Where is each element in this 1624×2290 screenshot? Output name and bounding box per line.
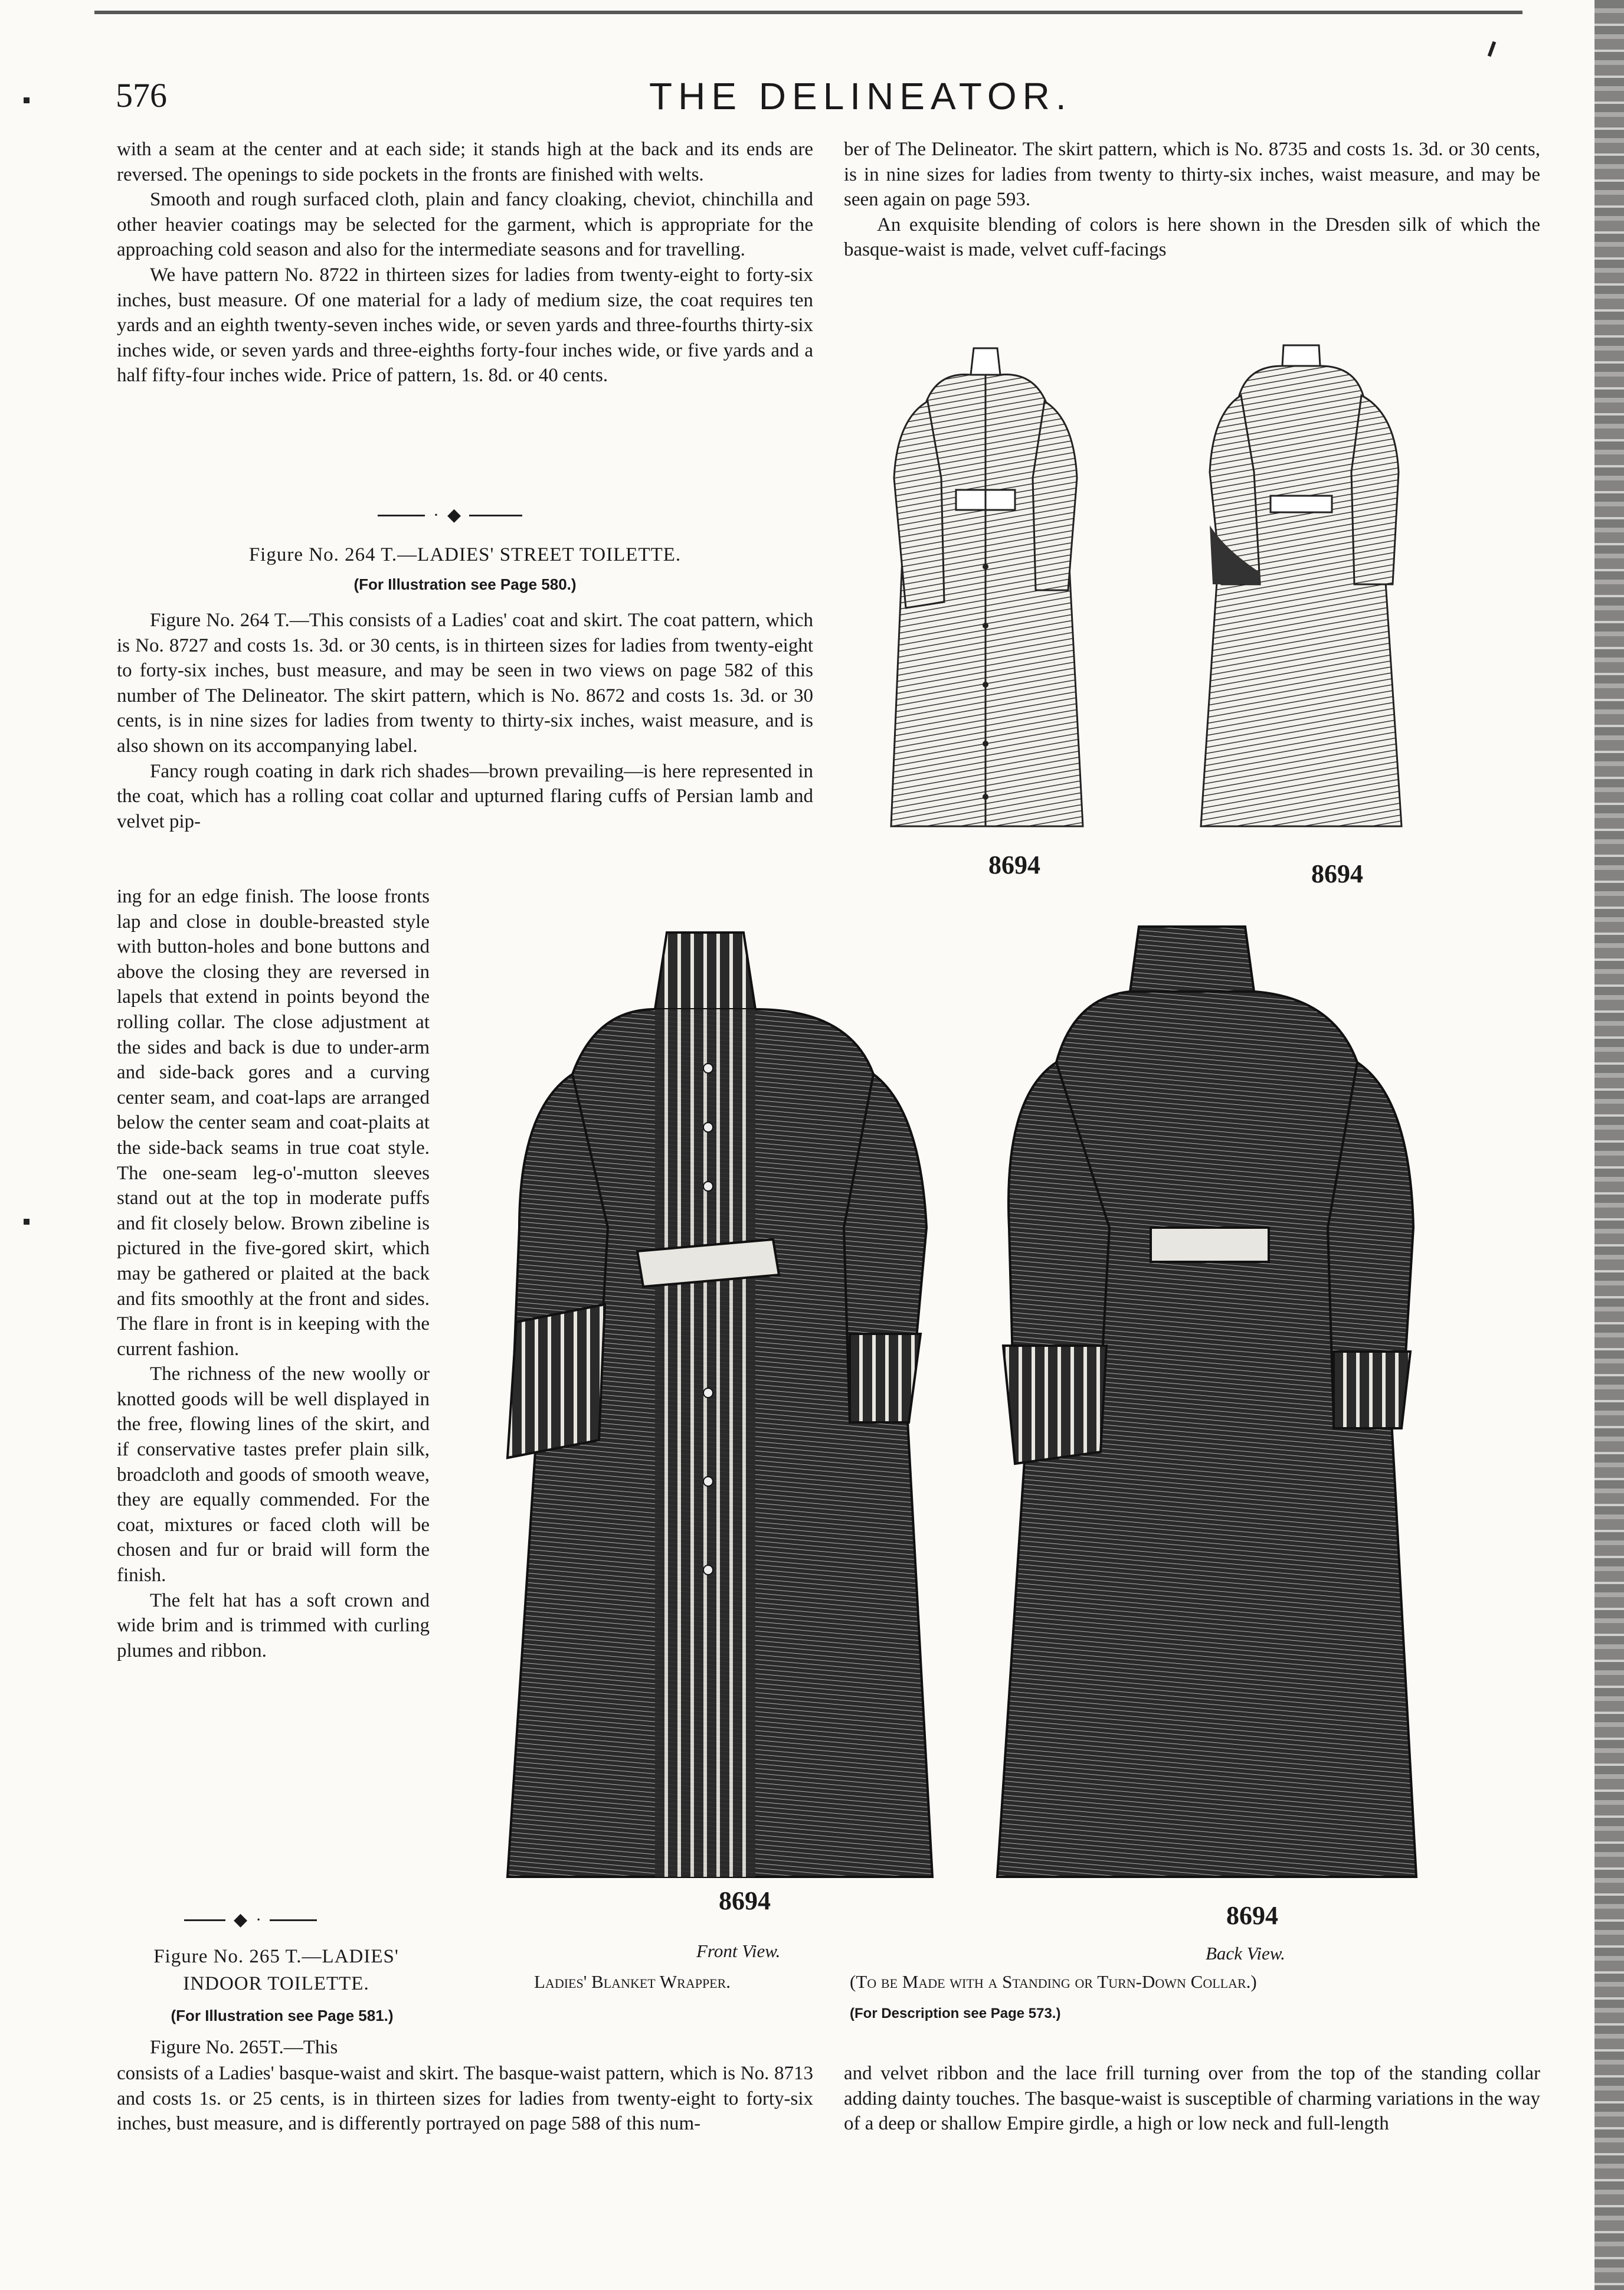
figure-264-text-wide: [117, 608, 813, 834]
paragraph: An exquisite blending of colors is here shown in the Dresden silk of which the basque-waist is made, velvet cuff-facings: [844, 214, 1540, 261]
back-view-caption: Back View.: [1206, 1943, 1285, 1964]
large-back-view-illustration: [980, 921, 1428, 1889]
wrapper-title-caption: Ladies' Blanket Wrapper.: [534, 1971, 731, 1992]
page-number: 576: [116, 76, 167, 114]
right-column-top: [844, 137, 1540, 263]
large-front-view-illustration: [496, 921, 956, 1889]
figure-265-reference: (For Illustration see Page 581.): [171, 2007, 394, 2024]
left-column-intro: [117, 137, 813, 388]
section-divider: · ◆: [378, 506, 522, 524]
description-reference: (For Description see Page 573.): [850, 2006, 1061, 2021]
scan-speck: [24, 1219, 30, 1225]
top-border-rule: [94, 11, 1523, 14]
small-back-view-illustration: [1189, 331, 1413, 838]
figure-number-large-back: 8694: [1226, 1901, 1278, 1930]
small-front-view-illustration: [879, 331, 1092, 838]
scanned-page-edge: [1594, 0, 1624, 2290]
paragraph: The felt hat has a soft crown and wide brim and is trimmed with curling plumes and ribbon.: [117, 1589, 430, 1661]
paragraph: We have pattern No. 8722 in thirteen sizes for ladies from twenty-eight to forty-six inches, bust measure. Of one material for a lady of medium size, the coat requires ten yards and an eighth twenty-seven inches wide, or seven yards and three-fourths thirty-six inches wide, or seven yards and three-eighths forty-four inches wide, or five yards and a half fifty-four inches wide. Price of pattern, 1s. 8d. or 40 cents.: [117, 264, 813, 387]
paragraph: The richness of the new woolly or knotted goods will be well displayed in the free, flowing lines of the skirt, and if conservative tastes prefer plain silk, broadcloth and goods of smooth weave, they are equally commended. For the coat, mixtures or faced cloth will be chosen and fur or braid will form the finish.: [117, 1363, 430, 1586]
figure-number-small-front: 8694: [988, 850, 1040, 879]
scan-speck: [24, 97, 30, 103]
figure-264-reference: (For Illustration see Page 580.): [353, 575, 577, 593]
figure-265-heading: [117, 1943, 436, 1997]
paragraph: ber of The Delineator. The skirt pattern, which is No. 8735 and costs 1s. 3d. or 30 cents, is in nine sizes for ladies from twenty to thirty-six inches, waist measure, and may be seen again on page 593.: [844, 139, 1540, 211]
paragraph: Figure No. 265T.—This: [150, 2037, 338, 2058]
scan-speck: [1488, 41, 1497, 57]
paragraph: consists of a Ladies' basque-waist and skirt. The basque-waist pattern, which is No. 8713 and costs 1s. or 25 cents, is in thirteen sizes for ladies from twenty-eight to forty-six inches, bust measure, and is differently portrayed on page 588 of this num-: [117, 2063, 813, 2135]
figure-265-text: [117, 2061, 813, 2137]
figure-265-text-start: [117, 2035, 436, 2060]
figure-264-heading: Figure No. 264 T.—LADIES' STREET TOILETTE.: [248, 544, 682, 565]
collar-note-caption: (To be Made with a Standing or Turn-Down Collar.): [850, 1971, 1257, 1992]
paragraph: Smooth and rough surfaced cloth, plain and fancy cloaking, cheviot, chinchilla and other heavier coatings may be selected for the garment, which is appropriate for the approaching cold season and also for the intermediate seasons and for travelling.: [117, 189, 813, 261]
paragraph: and velvet ribbon and the lace frill turning over from the top of the standing collar adding dainty touches. The basque-waist is susceptible of charming variations in the way of a deep or shallow Empire girdle, a high or low neck and full-length: [844, 2063, 1540, 2135]
figure-264-text-narrow: [117, 884, 430, 1663]
figure-number-large-front: 8694: [719, 1886, 771, 1915]
paragraph: ing for an edge finish. The loose fronts lap and close in double-breasted style with button-holes and bone buttons and above the closing they are reversed in lapels that extend in points beyond the rolling collar. The close adjustment at the sides and back is due to under-arm and side-back gores and a curving center seam, and coat-laps are arranged below the center seam and coat-plaits at the side-back seams in true coat style. The one-seam leg-o'-mutton sleeves stand out at the top in moderate puffs and fit closely below. Brown zibeline is pictured in the five-gored skirt, which may be gathered or plaited at the back and fits smoothly at the front and sides. The flare in front is in keeping with the current fashion.: [117, 886, 430, 1360]
front-view-caption: Front View.: [696, 1941, 781, 1961]
journal-title: THE DELINEATOR.: [649, 75, 1072, 117]
figure-number-small-back: 8694: [1311, 859, 1363, 888]
paragraph: Figure No. 264 T.—This consists of a Ladies' coat and skirt. The coat pattern, which is No. 8727 and costs 1s. 3d. or 30 cents, is in thirteen sizes for ladies from twenty-eight to forty-six inches, bust measure, and may be seen in two views on page 582 of this number of The Delineator. The skirt pattern, which is No. 8672 and costs 1s. 3d. or 30 cents, is in nine sizes for ladies from twenty to thirty-six inches, waist measure, and is also shown on its accompanying label.: [117, 610, 813, 757]
heading-line: Figure No. 265 T.—LADIES': [153, 1946, 399, 1967]
paragraph: with a seam at the center and at each side; it stands high at the back and its ends are reversed. The openings to side pockets in the fronts are finished with welts.: [117, 139, 813, 185]
heading-line: INDOOR TOILETTE.: [183, 1973, 369, 1994]
section-divider: ◆ ·: [184, 1911, 317, 1929]
right-column-bottom: [844, 2061, 1540, 2137]
paragraph: Fancy rough coating in dark rich shades—brown prevailing—is here represented in the coat, which has a rolling coat collar and upturned flaring cuffs of Persian lamb and velvet pip-: [117, 760, 813, 832]
